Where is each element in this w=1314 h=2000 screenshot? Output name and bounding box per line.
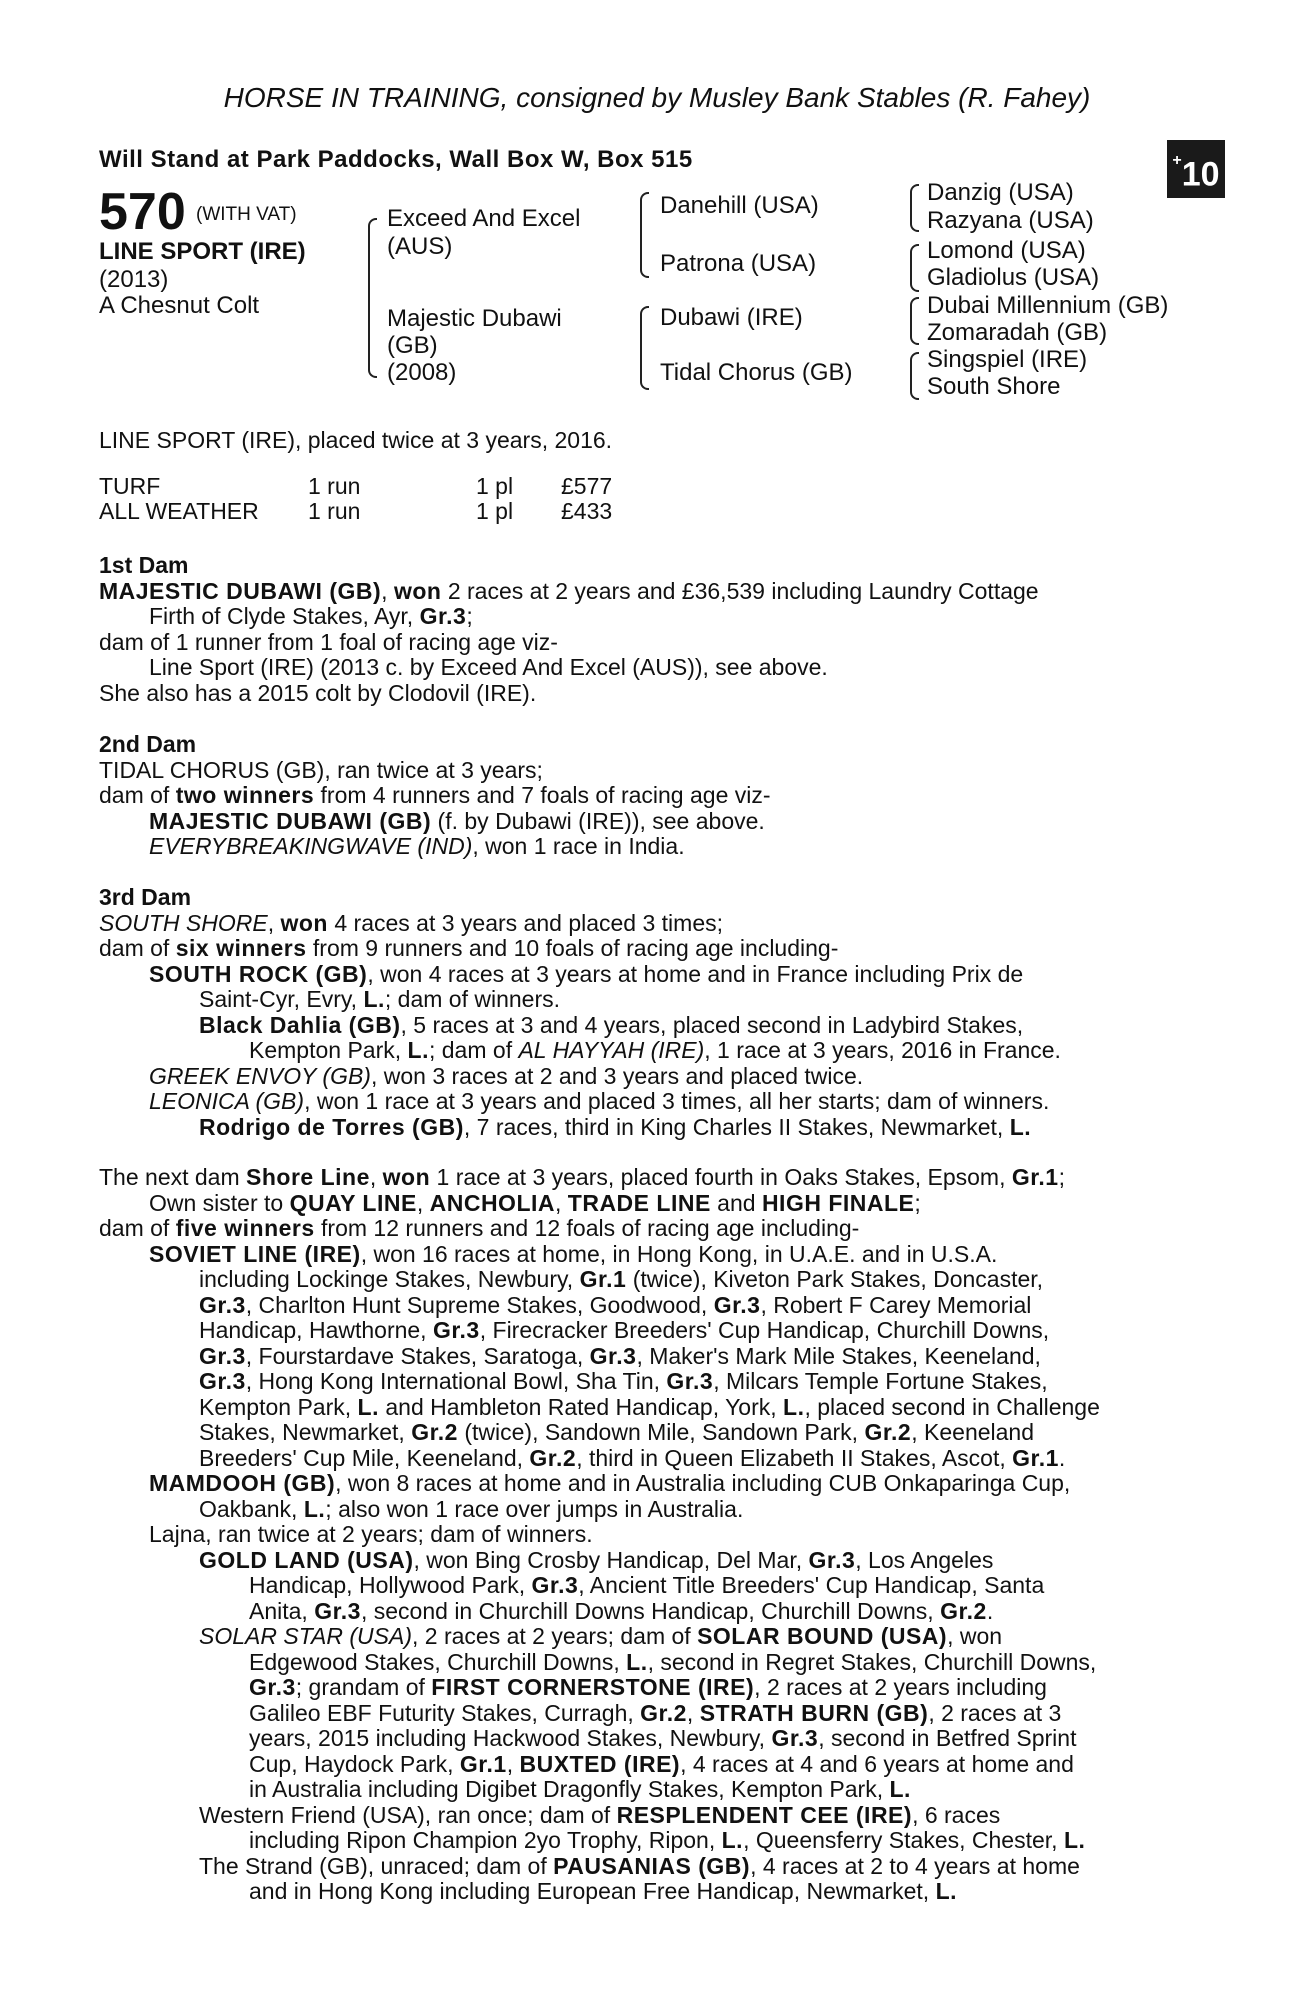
perf-runs: 1 run [308, 473, 361, 499]
text-line: Handicap, Hollywood Park, Gr.3, Ancient Title Breeders' Cup Handicap, Santa [249, 1572, 1045, 1598]
text-line: Black Dahlia (GB), 5 races at 3 and 4 years, placed second in Ladybird Stakes, [199, 1011, 1024, 1038]
badge-number: 10 [1181, 155, 1220, 194]
performance-table [99, 474, 612, 524]
text-line: The next dam Shore Line, won 1 race at 3 years, placed fourth in Oaks Stakes, Epsom, Gr.1; [99, 1164, 1065, 1190]
text-line: The Strand (GB), unraced; dam of PAUSANIAS (GB), 4 races at 2 to 4 years at home [199, 1852, 1080, 1879]
text-line: MAMDOOH (GB), won 8 races at home and in Australia including CUB Onkaparinga Cup, [149, 1470, 1071, 1496]
sire-origin: (AUS) [387, 233, 453, 260]
text-line: Line Sport (IRE) (2013 c. by Exceed And Excel (AUS)), see above. [149, 654, 828, 680]
table-row [99, 474, 612, 499]
text-line: Edgewood Stakes, Churchill Downs, L., second in Regret Stakes, Churchill Downs, [249, 1648, 1097, 1675]
text-line: Firth of Clyde Stakes, Ayr, Gr.3; [149, 603, 473, 629]
text-line: GOLD LAND (USA), won Bing Crosby Handicap, Del Mar, Gr.3, Los Angeles [199, 1546, 994, 1573]
text-line: Galileo EBF Futurity Stakes, Curragh, Gr.2, STRATH BURN (GB), 2 races at 3 [249, 1699, 1062, 1726]
sire-name: Exceed And Excel [387, 205, 581, 232]
ggp-8: South Shore [927, 373, 1061, 400]
text-line: dam of five winners from 12 runners and 12 foals of racing age including- [99, 1215, 860, 1241]
text-line: Gr.3, Charlton Hunt Supreme Stakes, Goodwood, Gr.3, Robert F Carey Memorial [199, 1291, 1032, 1318]
text-line: in Australia including Digibet Dragonfly Stakes, Kempton Park, L. [249, 1776, 911, 1802]
text-line: Rodrigo de Torres (GB), 7 races, third in King Charles II Stakes, Newmarket, L. [199, 1113, 1032, 1140]
vat-note: (WITH VAT) [196, 204, 297, 225]
stand-location: Will Stand at Park Paddocks, Wall Box W, Box 515 [99, 146, 693, 173]
text-line: Kempton Park, L.; dam of AL HAYYAH (IRE), 1 race at 3 years, 2016 in France. [249, 1037, 1061, 1063]
text-line: SOUTH ROCK (GB), won 4 races at 3 years at home and in France including Prix de [149, 960, 1024, 987]
text-line: Gr.3; grandam of FIRST CORNERSTONE (IRE), 2 races at 2 years including [249, 1674, 1047, 1700]
dam-name: Majestic Dubawi [387, 305, 562, 332]
text-line: Gr.3, Fourstardave Stakes, Saratoga, Gr.3, Maker's Mark Mile Stakes, Keeneland, [199, 1342, 1041, 1369]
text-line: Saint-Cyr, Evry, L.; dam of winners. [199, 986, 561, 1012]
text-line: Oakbank, L.; also won 1 race over jumps in Australia. [199, 1495, 744, 1522]
dam-origin: (GB) [387, 332, 438, 359]
perf-prize: £433 [561, 498, 613, 524]
section-heading: 1st Dam [99, 552, 189, 578]
pedigree-brace-dam [640, 306, 649, 390]
badge-plus-icon: + [1172, 152, 1182, 169]
ggp-2: Razyana (USA) [927, 207, 1094, 234]
text-line: including Ripon Champion 2yo Trophy, Ripon, L., Queensferry Stakes, Chester, L. [249, 1827, 1086, 1853]
pedigree-brace-sire [640, 192, 649, 278]
dam-dam: Tidal Chorus (GB) [660, 359, 853, 386]
text-line: GREEK ENVOY (GB), won 3 races at 2 and 3 years and placed twice. [149, 1062, 864, 1089]
ggp-6: Zomaradah (GB) [927, 319, 1108, 346]
text-line: SOVIET LINE (IRE), won 16 races at home, in Hong Kong, in U.A.E. and in U.S.A. [149, 1240, 998, 1267]
ggp-7: Singspiel (IRE) [927, 346, 1088, 373]
pedigree-brace-g4 [910, 352, 919, 400]
perf-surface: TURF [99, 473, 161, 499]
perf-runs: 1 run [308, 498, 361, 524]
lot-number: 570 [99, 183, 186, 241]
pedigree-brace-g3 [910, 297, 919, 345]
perf-surface: ALL WEATHER [99, 498, 259, 524]
next-dam-section [99, 1165, 1207, 1905]
text-line: Cup, Haydock Park, Gr.1, BUXTED (IRE), 4 races at 4 and 6 years at home and [249, 1750, 1074, 1777]
pedigree-brace-parents [368, 218, 377, 378]
text-line: Own sister to QUAY LINE, ANCHOLIA, TRADE LINE and HIGH FINALE; [149, 1189, 921, 1216]
horse-description: A Chesnut Colt [99, 292, 260, 319]
section-heading: 3rd Dam [99, 884, 192, 910]
text-line: dam of two winners from 4 runners and 7 foals of racing age viz- [99, 782, 771, 808]
text-line: Stakes, Newmarket, Gr.2 (twice), Sandown Mile, Sandown Park, Gr.2, Keeneland [199, 1419, 1035, 1445]
text-line: dam of 1 runner from 1 foal of racing age viz- [99, 628, 558, 655]
text-line: and in Hong Kong including European Free Handicap, Newmarket, L. [249, 1878, 958, 1904]
text-line: MAJESTIC DUBAWI (GB), won 2 races at 2 years and £36,539 including Laundry Cottage [99, 577, 1039, 604]
sire-sire: Danehill (USA) [660, 192, 819, 219]
race-summary: LINE SPORT (IRE), placed twice at 3 years, 2016. [99, 427, 613, 453]
text-line: years, 2015 including Hackwood Stakes, Newbury, Gr.3, second in Betfred Sprint [249, 1725, 1077, 1751]
second-dam-section [99, 732, 1207, 860]
ggp-5: Dubai Millennium (GB) [927, 292, 1169, 319]
pedigree-brace-g1 [910, 184, 919, 232]
text-line: MAJESTIC DUBAWI (GB) (f. by Dubawi (IRE)), see above. [149, 807, 765, 834]
text-line: SOLAR STAR (USA), 2 races at 2 years; dam of SOLAR BOUND (USA), won [199, 1623, 1003, 1649]
section-heading: 2nd Dam [99, 731, 197, 757]
perf-placed: 1 pl [476, 498, 514, 524]
text-line: Gr.3, Hong Kong International Bowl, Sha Tin, Gr.3, Milcars Temple Fortune Stakes, [199, 1368, 1048, 1394]
ggp-4: Gladiolus (USA) [927, 264, 1100, 291]
dam-year: (2008) [387, 359, 457, 386]
ggp-3: Lomond (USA) [927, 237, 1086, 264]
text-line: TIDAL CHORUS (GB), ran twice at 3 years; [99, 756, 543, 783]
text-line: EVERYBREAKINGWAVE (IND), won 1 race in India. [149, 833, 685, 859]
text-line: Handicap, Hawthorne, Gr.3, Firecracker Breeders' Cup Handicap, Churchill Downs, [199, 1317, 1050, 1343]
text-line: Anita, Gr.3, second in Churchill Downs Handicap, Churchill Downs, Gr.2. [249, 1597, 994, 1624]
text-line: dam of six winners from 9 runners and 10 foals of racing age including- [99, 935, 839, 961]
perf-placed: 1 pl [476, 473, 514, 499]
text-line: SOUTH SHORE, won 4 races at 3 years and placed 3 times; [99, 909, 724, 936]
lot-badge [1167, 140, 1225, 198]
table-row [99, 499, 612, 524]
text-line: Breeders' Cup Mile, Keeneland, Gr.2, third in Queen Elizabeth II Stakes, Ascot, Gr.1. [199, 1444, 1066, 1471]
text-line: Western Friend (USA), ran once; dam of RESPLENDENT CEE (IRE), 6 races [199, 1801, 1001, 1828]
dam-sire: Dubawi (IRE) [660, 304, 803, 331]
horse-name: LINE SPORT (IRE) [99, 238, 306, 265]
catalogue-header: HORSE IN TRAINING, consigned by Musley Bank Stables (R. Fahey) [223, 82, 1091, 113]
year-of-birth: (2013) [99, 266, 169, 293]
text-line: Kempton Park, L. and Hambleton Rated Handicap, York, L., placed second in Challenge [199, 1393, 1100, 1420]
third-dam-section [99, 885, 1207, 1140]
perf-prize: £577 [561, 473, 613, 499]
first-dam-section [99, 553, 1207, 706]
ggp-1: Danzig (USA) [927, 179, 1074, 206]
pedigree-brace-g2 [910, 244, 919, 292]
text-line: She also has a 2015 colt by Clodovil (IRE). [99, 679, 537, 706]
text-line: LEONICA (GB), won 1 race at 3 years and placed 3 times, all her starts; dam of winners. [149, 1088, 1050, 1114]
sire-dam: Patrona (USA) [660, 250, 817, 277]
text-line: Lajna, ran twice at 2 years; dam of winners. [149, 1521, 593, 1547]
text-line: including Lockinge Stakes, Newbury, Gr.1 (twice), Kiveton Park Stakes, Doncaster, [199, 1266, 1044, 1292]
